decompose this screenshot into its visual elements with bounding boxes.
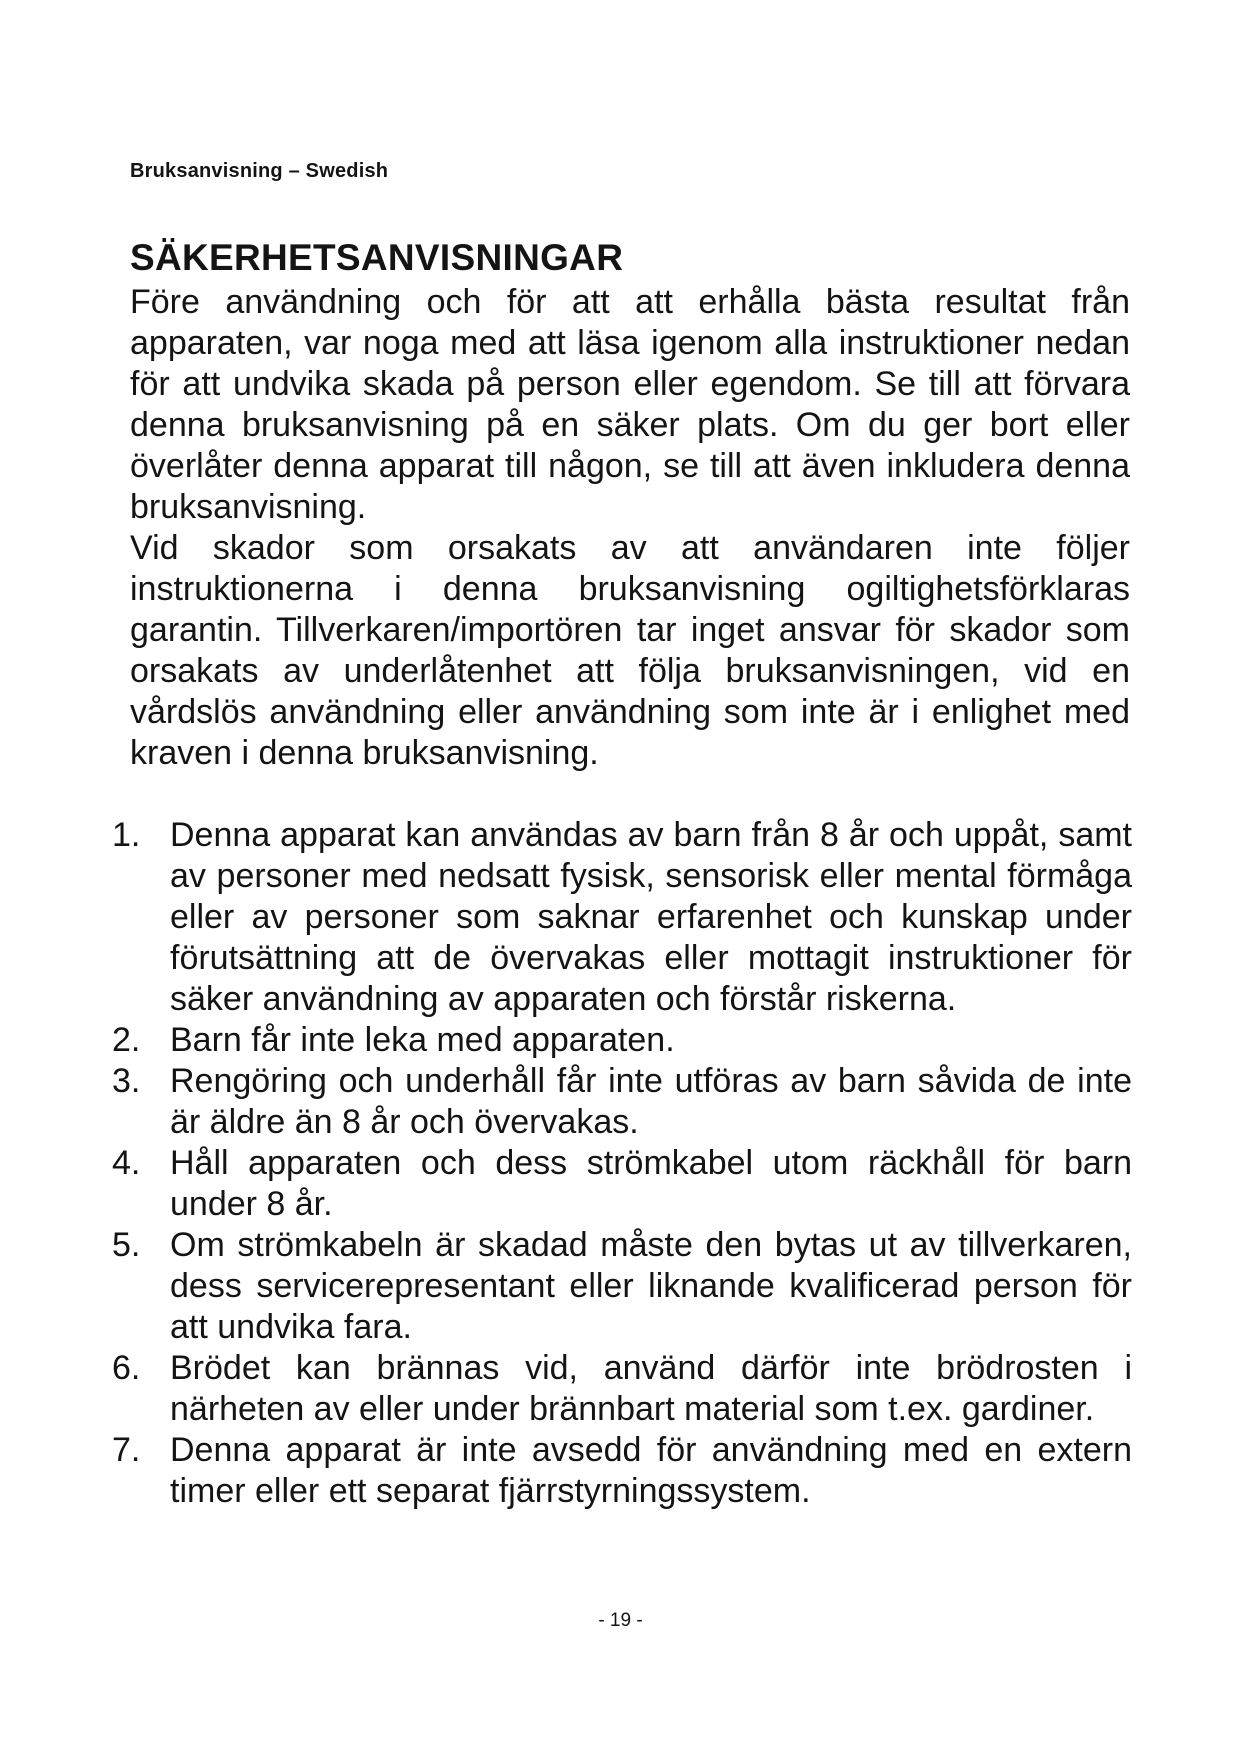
intro-paragraph: Före användning och för att att erhålla bästa resultat från apparaten, var noga med att läsa igenom alla instruktioner nedan för att undvika skada på person eller egendom. Se till att förvara denna bruksanvisning på en säker plats. Om du ger bort eller överlåter denna apparat till någon, se till att även inkludera denna bruksanvisning.	[130, 283, 1130, 526]
list-item-number: 2.	[112, 1021, 141, 1059]
list-item	[112, 1020, 1132, 1061]
list-item-text: Denna apparat är inte avsedd för användning med en extern timer eller ett separat fjärrstyrningssystem.	[170, 1431, 1132, 1510]
liability-paragraph: Vid skador som orsakats av att användaren inte följer instruktionerna i denna bruksanvisning ogiltighetsförklaras garantin. Tillverkaren/importören tar inget ansvar för skador som orsakats av underlåtenhet att följa bruksanvisningen, vid en vårdslös användning eller användning som inte är i enlighet med kraven i denna bruksanvisning.	[130, 529, 1130, 772]
list-item	[112, 815, 1132, 1020]
list-item-text: Denna apparat kan användas av barn från 8 år och uppåt, samt av personer med nedsatt fysisk, sensorisk eller mental förmåga eller av personer som saknar erfarenhet och kunskap under förutsättning att de övervakas eller mottagit instruktioner för säker användning av apparaten och förstår riskerna.	[170, 816, 1132, 1018]
list-item	[112, 1225, 1132, 1348]
list-item	[112, 1430, 1132, 1512]
list-item-number: 1.	[112, 816, 141, 854]
list-item	[112, 1348, 1132, 1430]
list-item-number: 5.	[112, 1226, 141, 1264]
document-header: Bruksanvisning – Swedish	[130, 160, 389, 182]
list-item-text: Om strömkabeln är skadad måste den bytas ut av tillverkaren, dess servicerepresentant eller liknande kvalificerad person för att undvika fara.	[170, 1226, 1132, 1346]
list-item-text: Rengöring och underhåll får inte utföras av barn såvida de inte är äldre än 8 år och övervakas.	[170, 1062, 1132, 1141]
list-item-number: 4.	[112, 1144, 141, 1182]
list-item-text: Håll apparaten och dess strömkabel utom räckhåll för barn under 8 år.	[170, 1144, 1132, 1223]
list-item-text: Barn får inte leka med apparaten.	[170, 1021, 675, 1059]
list-item	[112, 1061, 1132, 1143]
list-item-number: 7.	[112, 1431, 141, 1469]
page-number: - 19 -	[598, 1610, 643, 1631]
list-item	[112, 1143, 1132, 1225]
list-item-number: 3.	[112, 1062, 141, 1100]
list-item-text: Brödet kan brännas vid, använd därför inte brödrosten i närheten av eller under brännbart material som t.ex. gardiner.	[170, 1349, 1132, 1428]
section-body	[130, 282, 1130, 774]
section-title: SÄKERHETSANVISNINGAR	[130, 237, 624, 278]
safety-list	[112, 815, 1132, 1512]
list-item-number: 6.	[112, 1349, 141, 1387]
